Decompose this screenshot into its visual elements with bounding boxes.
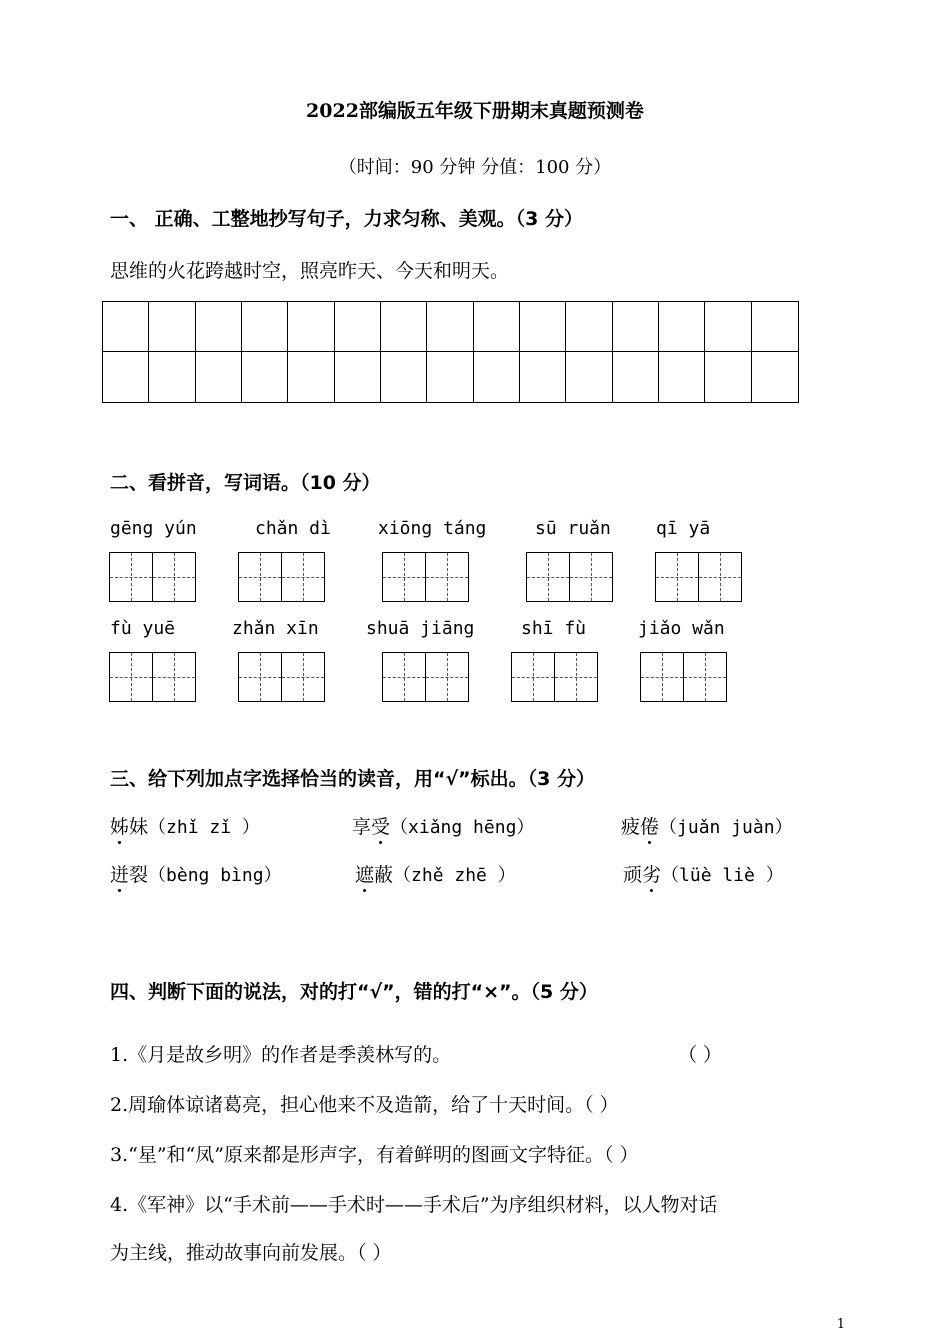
writing-box[interactable]	[382, 552, 469, 602]
section-3-heading: 三、给下列加点字选择恰当的读音，用“√”标出。（3 分）	[110, 768, 595, 790]
writing-box[interactable]	[640, 652, 727, 702]
section-4-heading: 四、判断下面的说法，对的打“√”，错的打“×”。（5 分）	[110, 981, 598, 1003]
grid-cell[interactable]	[381, 352, 427, 402]
grid-cell[interactable]	[752, 302, 798, 352]
copy-writing-grid[interactable]	[102, 301, 799, 403]
grid-cell[interactable]	[659, 352, 705, 402]
dotted-char: 劣	[642, 860, 661, 887]
writing-box[interactable]	[526, 552, 613, 602]
pinyin-label: gēng yún	[110, 518, 197, 539]
grid-cell[interactable]	[752, 352, 798, 402]
grid-cell[interactable]	[196, 352, 242, 402]
reading-item[interactable]: 遮蔽（zhě zhē ）	[355, 860, 516, 887]
grid-cell[interactable]	[474, 302, 520, 352]
writing-box[interactable]	[238, 652, 325, 702]
pinyin-label: fù yuē	[110, 618, 176, 639]
grid-cell[interactable]	[520, 302, 566, 352]
pinyin-label: jiǎo wǎn	[638, 618, 725, 639]
page-number: 1	[836, 1317, 845, 1332]
pinyin-label: shuā jiāng	[366, 618, 475, 639]
grid-cell[interactable]	[103, 302, 149, 352]
grid-cell[interactable]	[149, 352, 195, 402]
grid-cell[interactable]	[566, 352, 612, 402]
grid-cell[interactable]	[242, 302, 288, 352]
grid-cell[interactable]	[196, 302, 242, 352]
grid-cell[interactable]	[520, 352, 566, 402]
grid-cell[interactable]	[427, 302, 473, 352]
grid-cell[interactable]	[705, 302, 751, 352]
copy-sentence: 思维的火花跨越时空，照亮昨天、今天和明天。	[110, 260, 510, 282]
pinyin-label: shī fù	[521, 618, 587, 639]
grid-cell[interactable]	[613, 302, 659, 352]
pinyin-label: chǎn dì	[255, 518, 331, 539]
judgement-question-4: 4.《军神》以“手术前——手术时——手术后”为序组织材料，以人物对话	[110, 1194, 718, 1216]
pinyin-label: qī yā	[656, 518, 711, 539]
grid-cell[interactable]	[288, 352, 334, 402]
pinyin-label: xiōng táng	[378, 518, 487, 539]
grid-cell[interactable]	[705, 352, 751, 402]
writing-box[interactable]	[238, 552, 325, 602]
grid-cell[interactable]	[288, 302, 334, 352]
grid-cell[interactable]	[474, 352, 520, 402]
dotted-char: 姊	[110, 812, 129, 839]
grid-cell[interactable]	[335, 302, 381, 352]
reading-item[interactable]: 顽劣（lüè liè ）	[623, 860, 784, 887]
dotted-char: 迸	[110, 860, 129, 887]
dotted-char: 受	[371, 812, 390, 839]
reading-item[interactable]: 姊妹（zhǐ zǐ ）	[110, 812, 260, 839]
dotted-char: 倦	[640, 812, 659, 839]
reading-item[interactable]: 疲倦（juǎn juàn）	[621, 812, 793, 839]
grid-cell[interactable]	[613, 352, 659, 402]
section-2-heading: 二、看拼音，写词语。（10 分）	[110, 472, 381, 494]
pinyin-label: zhǎn xīn	[232, 618, 319, 639]
judgement-question-2[interactable]: 2.周瑜体谅诸葛亮，担心他来不及造箭，给了十天时间。（ ）	[110, 1094, 619, 1116]
grid-cell[interactable]	[335, 352, 381, 402]
judgement-question-3[interactable]: 3.“星”和“凤”原来都是形声字，有着鲜明的图画文字特征。（ ）	[110, 1144, 639, 1166]
writing-box[interactable]	[655, 552, 742, 602]
grid-cell[interactable]	[659, 302, 705, 352]
dotted-char: 遮	[355, 860, 374, 887]
exam-info: （时间：90 分钟 分值：100 分）	[338, 157, 612, 178]
grid-cell[interactable]	[242, 352, 288, 402]
writing-box[interactable]	[109, 652, 196, 702]
judgement-question-1: 1.《月是故乡明》的作者是季羡林写的。	[110, 1044, 452, 1066]
answer-paren-1[interactable]: （ ）	[678, 1044, 723, 1066]
grid-cell[interactable]	[149, 302, 195, 352]
writing-box[interactable]	[382, 652, 469, 702]
grid-cell[interactable]	[381, 302, 427, 352]
grid-cell[interactable]	[427, 352, 473, 402]
section-1-heading: 一、 正确、工整地抄写句子，力求匀称、美观。（3 分）	[110, 208, 583, 230]
reading-item[interactable]: 享受（xiǎng hēng）	[352, 812, 534, 839]
grid-cell[interactable]	[566, 302, 612, 352]
page-title: 2022部编版五年级下册期末真题预测卷	[306, 100, 644, 122]
grid-cell[interactable]	[103, 352, 149, 402]
reading-item[interactable]: 迸裂（bèng bìng）	[110, 860, 282, 887]
judgement-question-4-cont[interactable]: 为主线，推动故事向前发展。（ ）	[110, 1242, 392, 1264]
pinyin-label: sū ruǎn	[535, 518, 611, 539]
writing-box[interactable]	[109, 552, 196, 602]
writing-box[interactable]	[511, 652, 598, 702]
